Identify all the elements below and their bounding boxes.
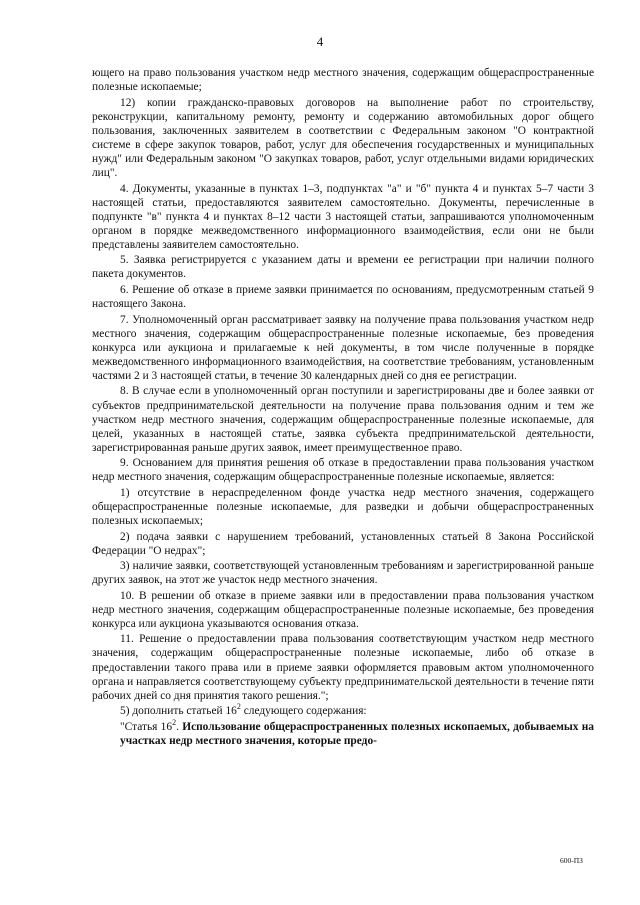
amendment-text: 5) дополнить статьей 16 — [120, 705, 237, 718]
article-superscript: 2 — [172, 717, 177, 727]
paragraph: 8. В случае если в уполномоченный орган поступили и зарегистрированы две и более заявки от субъектов предпринимательской деятельности на получение права пользования одним и тем же участком недр местного значения, содержащим общераспространенные полезные ископаемые, для целей, указанных в настоящей статье, заявка субъекта предпринимательской деятельности, зарегистрированная раньше других заявок, имеет преимущественное право. — [92, 385, 594, 454]
paragraph: 3) наличие заявки, соответствующей установленным требованиям и зарегистрированной раньше других заявок, на этот же участок недр местного значения. — [92, 560, 594, 587]
article-title: Использование общераспространенных полезных ископаемых, добываемых на участках недр местного значения, которые предо- — [120, 720, 594, 747]
paragraph: 1) отсутствие в нераспределенном фонде участка недр местного значения, содержащего общераспространенные полезные ископаемые, для разведки и добычи общераспространенных полезных ископаемых; — [92, 486, 594, 528]
paragraph: 11. Решение о предоставлении права пользования соответствующим участком недр местного значения, содержащим общераспространенные полезные ископаемые, либо об отказе в предоставлении такого права или в приеме заявки оформляется правовым актом уполномоченного органа и направляется соответствующему субъекту предпринимательской деятельности в течение пяти рабочих дней со дня принятия такого решения."; — [92, 633, 594, 702]
paragraph: ющего на право пользования участком недр местного значения, содержащим общераспространенные полезные ископаемые; — [92, 67, 594, 94]
amendment-line — [92, 704, 594, 718]
document-code: 600-ПЗ — [560, 856, 583, 865]
paragraph: 2) подача заявки с нарушением требований, установленных статьей 8 Закона Российской Федерации "О недрах"; — [92, 530, 594, 557]
page-number: 4 — [316, 34, 324, 49]
paragraph: 5. Заявка регистрируется с указанием даты и времени ее регистрации при наличии полного пакета документов. — [92, 254, 594, 281]
article-dot: . — [176, 720, 183, 733]
amendment-text-end: следующего содержания: — [240, 705, 367, 718]
paragraph: 4. Документы, указанные в пунктах 1–3, подпунктах "а" и "б" пункта 4 и пунктах 5–7 части 3 настоящей статьи, предоставляются заявителем самостоятельно. Документы, перечисленные в подпункте "в" пункта 4 и пунктах 8–12 части 3 настоящей статьи, запрашиваются уполномоченным органом в порядке межведомственного информационного взаимодействия, если они не были представлены заявителем самостоятельно. — [92, 182, 594, 251]
paragraph: 6. Решение об отказе в приеме заявки принимается по основаниям, предусмотренным статьей 9 настоящего Закона. — [92, 283, 594, 311]
article-prefix: "Статья 16 — [120, 720, 173, 733]
article-heading — [92, 717, 594, 748]
paragraph: 7. Уполномоченный орган рассматривает заявку на получение права пользования участком недр местного значения, содержащим общераспространенные полезные ископаемые, без проведения конкурса или аукциона и прилагаемые к ней документы, в том числе полученные в порядке межведомственного информационного взаимодействия, на соответствие требованиям, установленным частями 2 и 3 настоящей статьи, в течение 30 календарных дней со дня ее регистрации. — [92, 313, 594, 382]
document-body — [92, 66, 594, 749]
paragraph: 9. Основанием для принятия решения об отказе в предоставлении права пользования участком недр местного значения, содержащим общераспространенные полезные ископаемые, является: — [92, 457, 594, 484]
paragraph: 10. В решении об отказе в приеме заявки или в предоставлении права пользования участком недр местного значения, содержащим общераспространенные полезные ископаемые, без проведения конкурса или аукциона указываются основания отказа. — [92, 589, 594, 630]
amendment-superscript: 2 — [236, 702, 241, 712]
paragraph: 12) копии гражданско-правовых договоров на выполнение работ по строительству, реконструкции, капитальному ремонту, ремонту и содержанию автомобильных дорог общего пользования, заключенных заявителем в соответствии с Федеральным законом "О контрактной системе в сфере закупок товаров, работ, услуг для обеспечения государственных и муниципальных нужд" или Федеральным законом "О закупках товаров, работ, услуг отдельными видами юридических лиц". — [92, 96, 594, 180]
